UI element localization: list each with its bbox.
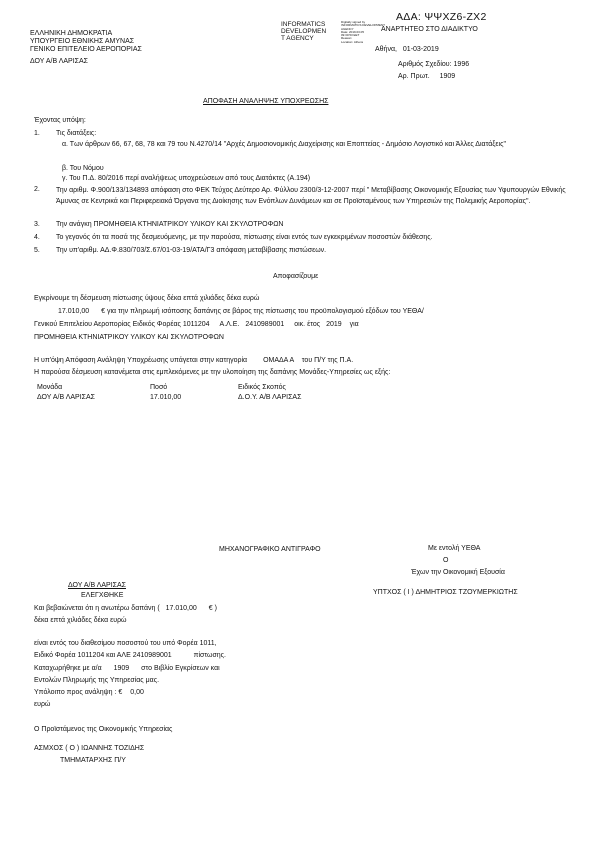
order-line-1: Με εντολή ΥΕΘΑ — [428, 545, 481, 552]
remaining-line — [34, 689, 144, 697]
having-in-mind: Έχοντας υπόψη: — [34, 117, 86, 124]
item-number: 3. — [34, 221, 40, 228]
amount-line — [58, 308, 424, 316]
item-1-text: Τις διατάξεις: — [56, 130, 97, 137]
carrier-line — [34, 652, 226, 660]
check-dou: ΔΟΥ Α/Β ΛΑΡΙΣΑΣ — [68, 582, 126, 589]
item-number: 4. — [34, 234, 40, 241]
dou-label: ΔΟΥ Α/Β ΛΑΡΙΣΑΣ — [30, 58, 88, 65]
table-header-purpose: Ειδικός Σκοπός — [238, 384, 286, 391]
remaining-currency: ευρώ — [34, 701, 51, 708]
document-title: ΑΠΟΦΑΣΗ ΑΝΑΛΗΨΗΣ ΥΠΟΧΡΕΩΣΗΣ — [203, 98, 329, 105]
category-text: Η υπ'όψη Απόφαση Ανάληψη Υποχρέωσης υπάγεται στην κατηγορία — [34, 357, 248, 364]
category-budget: του Π/Υ της Π.Α. — [301, 357, 354, 364]
remaining-text: Υπόλοιπο προς ανάληψη : € — [34, 689, 123, 696]
decision-heading: Αποφασίζουμε — [273, 273, 319, 280]
signature-line: Date: 2019.03.05 — [341, 29, 365, 34]
posted-online: ΑΝΑΡΤΗΤΕΟ ΣΤΟ ΔΙΑΔΙΚΤΥΟ — [381, 26, 478, 33]
date-value: 01-03-2019 — [402, 46, 439, 53]
item-3-text: Την ανάγκη ΠΡΟΜΗΘΕΙΑ ΚΤΗΝΙΑΤΡΙΚΟΥ ΥΛΙΚΟΥ ΚΑΙ ΣΚΥΛΟΤΡΟΦΩΝ — [56, 221, 284, 228]
budget-carrier: Γενικού Επιτελείου Αεροπορίας Ειδικός Φορέας 1011204 — [34, 321, 210, 328]
registration-book: στο Βιβλίο Εγκρίσεων και — [141, 665, 220, 672]
item-number: 5. — [34, 247, 40, 254]
header-line: ΓΕΝΙΚΟ ΕΠΙΤΕΛΕΙΟ ΑΕΡΟΠΟΡΙΑΣ — [30, 46, 142, 54]
certification-amount: 17.010,00 — [165, 605, 197, 612]
signature-line: INFORMATICS DEVELOPMENT — [341, 23, 385, 28]
table-header-unit: Μονάδα — [37, 384, 63, 391]
ada-code: ΑΔΑ: ΨΨΧΖ6-ΖΧ2 — [396, 11, 487, 23]
amount-value: 17.010,00 — [58, 308, 90, 315]
protocol-number — [398, 73, 455, 81]
for-label: για — [349, 321, 359, 328]
registration-line — [34, 665, 220, 673]
signature-line: 09:30:53 EET — [341, 33, 360, 38]
header-organization — [30, 30, 142, 54]
signature-line: Reason: — [341, 36, 353, 41]
table-cell-amount: 17.010,00 — [150, 394, 182, 401]
table-cell-purpose: Δ.Ο.Υ. Α/Β ΛΑΡΙΣΑΣ — [238, 394, 302, 401]
category-group: ΟΜΑΔΑ Α — [263, 357, 294, 364]
ale-label: Α.Λ.Ε. — [219, 321, 240, 328]
checked-label: ΕΛΕΓΧΘΗΚΕ — [81, 592, 124, 599]
availability-line: είναι εντός του διαθεσίμου ποσοστού του υπό Φορέα 1011, — [34, 640, 217, 647]
carrier-text: Ειδικό Φορέα 1011204 και ΑΛΕ 2410989001 — [34, 652, 172, 659]
amount-text: € για την πληρωμή ισόποσης δαπάνης σε βάρος της πίστωσης του προϋπολογισμού εξόδων του ΥΕΘΑ/ — [101, 308, 424, 315]
item-2-text: Την αριθμ. Φ.900/133/134893 απόφαση στο ΦΕΚ Τεύχος Δεύτερο Αρ. Φύλλου 2300/3-12-2007 περί " Μεταβίβασης Οικονομικής Εξουσίας των Υφυπουργών Εθνικής Άμυνας σε Κεντρικά και Περιφερειακά Όργανα της Διοίκησης των Ενόπλων Δυνάμεων και σε Προϊσταμένους των Υπηρεσιών της Πολεμικής Αεροπορίας". — [56, 187, 566, 205]
header-line: ΕΛΛΗΝΙΚΗ ΔΗΜΟΚΡΑΤΙΑ — [30, 30, 113, 37]
item-number: 2. — [34, 186, 40, 193]
registration-number: 1909 — [113, 665, 130, 672]
carrier-credit: πίστωσης. — [193, 652, 226, 659]
payment-orders-line: Εντολών Πληρωμής της Υπηρεσίας μας. — [34, 677, 160, 684]
agency-name — [281, 22, 326, 42]
digital-signature-details — [341, 21, 385, 44]
agency-line: DEVELOPMEN — [281, 27, 327, 35]
item-4-text: Το γεγονός ότι τα ποσά της δεσμευόμενης, με την παρούσα, πίστωσης είναι εντός των εγκεκριμένων ποσοστών διάθεσης. — [56, 234, 433, 241]
item-5-text: Την υπ'αριθμ. ΑΔ.Φ.830/703/Σ.67/01-03-19/ΑΤΑ/Γ3 απόφαση μεταβίβασης πιστώσεων. — [56, 247, 327, 254]
signature-line: Digitally signed by — [341, 20, 366, 24]
category-line — [34, 357, 353, 365]
protocol-value: 1909 — [439, 73, 456, 80]
budget-line — [34, 321, 359, 329]
allocation-line: Η παρούσα δέσμευση κατανέμεται στις εμπλεκόμενες με την υλοποίηση της δαπάνης Μονάδες-Υπηρεσίες ως εξής: — [34, 369, 391, 376]
item-1b-text: β. Του Νόμου — [62, 165, 104, 172]
procurement-subject: ΠΡΟΜΗΘΕΙΑ ΚΤΗΝΙΑΤΡΙΚΟΥ ΥΛΙΚΟΥ ΚΑΙ ΣΚΥΛΟΤΡΟΦΩΝ — [34, 334, 224, 341]
item-1a-text: α. Των άρθρων 66, 67, 68, 78 και 79 του Ν.4270/14 "Αρχές Δημοσιονομικής Διαχείρισης και Εποπτείας - Δημόσιο Λογιστικό και Άλλες Διατάξεις" — [62, 141, 506, 148]
agency-line: T AGENCY — [281, 34, 314, 42]
date-label: Αθήνα, — [375, 46, 397, 53]
date-line — [375, 46, 439, 54]
finance-role: ΤΜΗΜΑΤΑΡΧΗΣ Π/Υ — [60, 757, 126, 764]
mechanographic-copy: ΜΗΧΑΝΟΓΡΑΦΙΚΟ ΑΝΤΙΓΡΑΦΟ — [219, 546, 321, 553]
order-line-2: Ο — [443, 557, 449, 564]
header-line: ΥΠΟΥΡΓΕΙΟ ΕΘΝΙΚΗΣ ΑΜΥΝΑΣ — [30, 38, 135, 46]
draft-number: Αριθμός Σχεδίου: 1996 — [398, 61, 470, 68]
ale-value: 2410989001 — [245, 321, 285, 328]
signatory-name: ΥΠΤΧΟΣ ( Ι ) ΔΗΜΗΤΡΙΟΣ ΤΖΟΥΜΕΡΚΙΩΤΗΣ — [373, 589, 518, 596]
signature-line: Location: Athens — [341, 39, 364, 44]
certification-text: Και βεβαιώνεται ότι η ανωτέρω δαπάνη ( — [34, 605, 160, 612]
registration-text: Καταχωρήθηκε με α/α — [34, 665, 102, 672]
amount-in-words: δέκα επτά χιλιάδες δέκα ευρώ — [34, 617, 127, 624]
order-line-3: Έχων την Οικονομική Εξουσία — [411, 569, 505, 576]
signature-line: AGENCY — [341, 26, 354, 31]
table-cell-unit: ΔΟΥ Α/Β ΛΑΡΙΣΑΣ — [37, 394, 95, 401]
certification-line — [34, 605, 217, 613]
agency-line: INFORMATICS — [281, 21, 326, 28]
protocol-label: Αρ. Πρωτ. — [398, 73, 430, 80]
table-header-amount: Ποσό — [150, 384, 168, 391]
remaining-value: 0,00 — [130, 689, 144, 696]
approval-line: Εγκρίνουμε τη δέσμευση πίστωσης ύψους δέκα επτά χιλιάδες δέκα ευρώ — [34, 295, 260, 302]
head-of-finance: Ο Προϊστάμενος της Οικονομικής Υπηρεσίας — [34, 726, 173, 733]
item-number: 1. — [34, 130, 40, 137]
finance-signatory: ΑΣΜΧΟΣ ( Ο ) ΙΩΑΝΝΗΣ ΤΟΖΙΔΗΣ — [34, 745, 145, 752]
fiscal-year-label: οικ. έτος — [294, 321, 321, 328]
item-1c-text: γ. Του Π.Δ. 80/2016 περί αναλήψεως υποχρεώσεων από τους Διατάκτες (Α.194) — [62, 175, 311, 182]
fiscal-year-value: 2019 — [326, 321, 342, 328]
certification-currency: € ) — [208, 605, 217, 612]
